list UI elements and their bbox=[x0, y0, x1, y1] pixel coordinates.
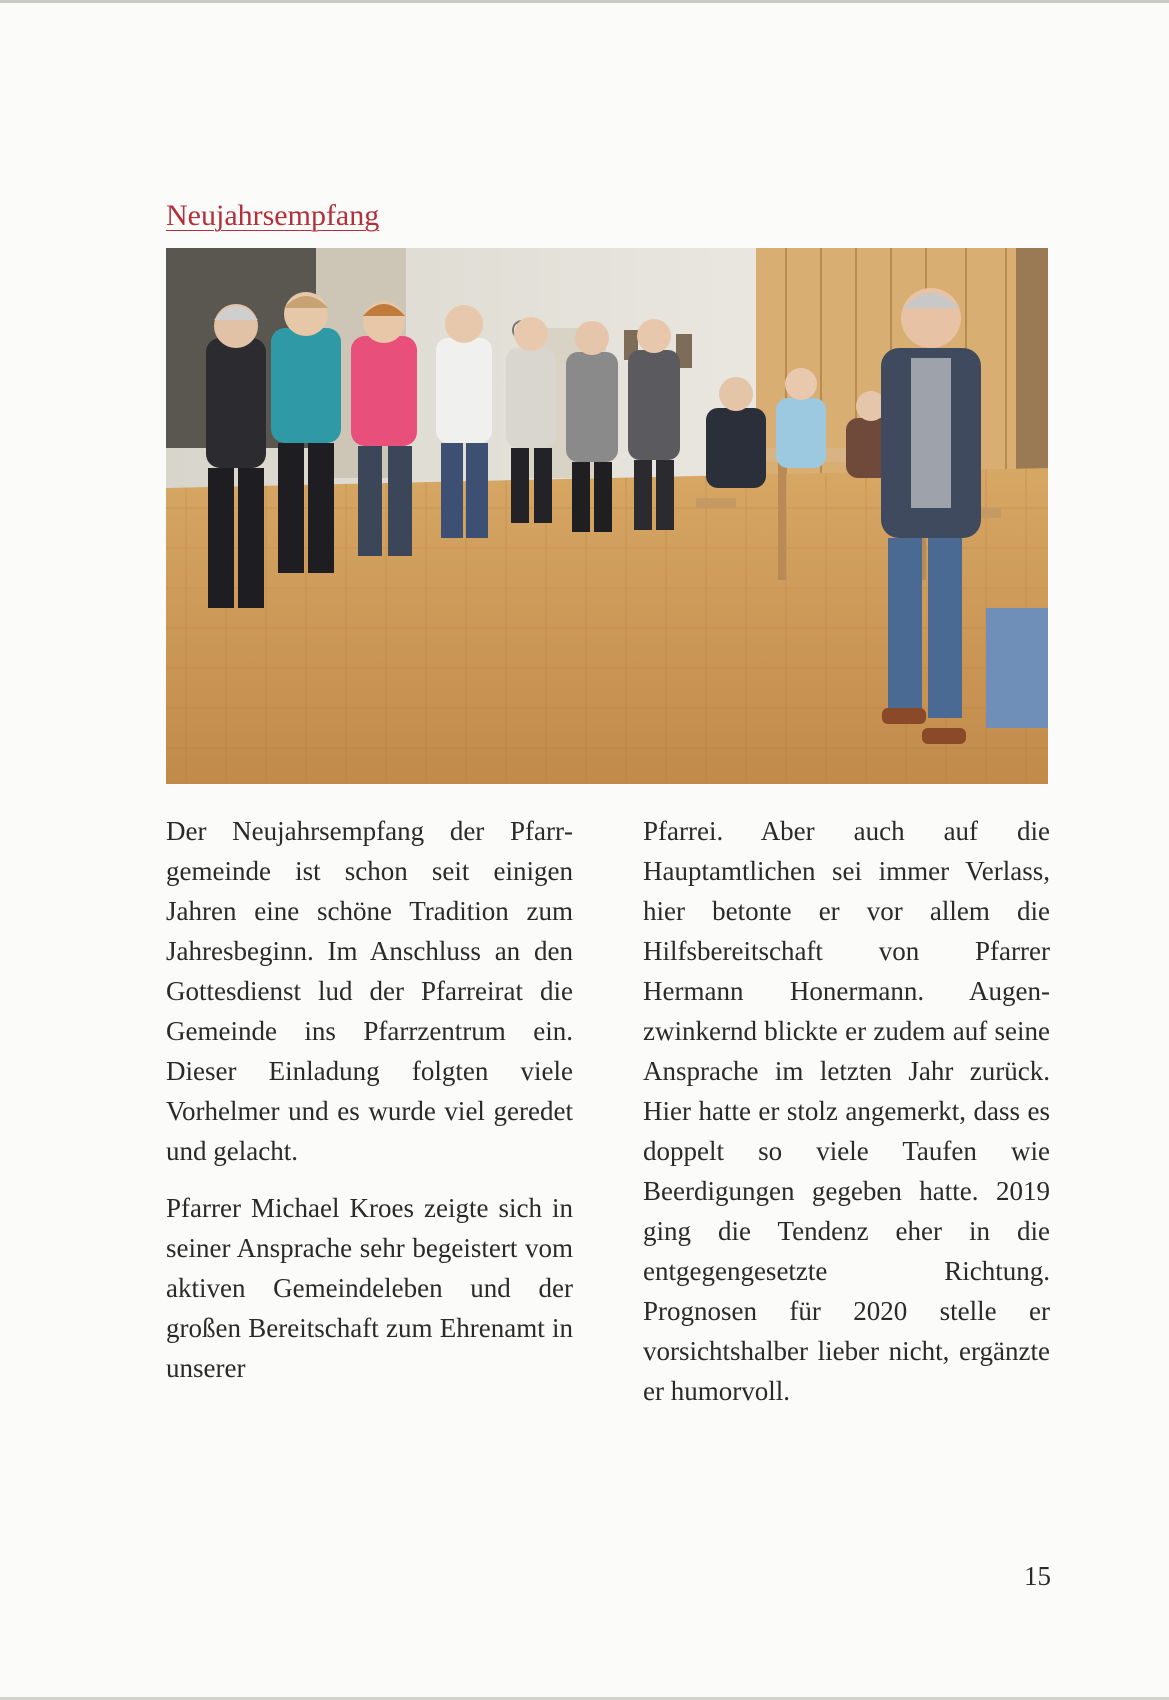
paragraph: Pfarrer Michael Kroes zeigte sich in seiner Ansprache sehr begeistert vom aktiven Gemeindeleben und der großen Bereitschaft zum Ehrenamt in unserer bbox=[166, 1193, 573, 1383]
article-title: Neujahrsempfang bbox=[166, 199, 380, 232]
article-photo bbox=[166, 248, 1048, 784]
paragraph: Pfarrei. Aber auch auf die Hauptamtlichen sei immer Verlass, hier betonte er vor allem die Hilfsbereitschaft von Pfarrer Hermann Honermann. Augenzwinkernd blickte er zudem auf seine Ansprache im letzten Jahr zurück. Hier hatte er stolz angemerkt, dass es doppelt so viele Taufen wie Beerdigungen gegeben hatte. 2019 ging die Tendenz eher in die entgegengesetzte Richtung. Prognosen für 2020 stelle er vorsichtshalber lieber nicht, ergänzte er humorvoll. bbox=[643, 816, 1050, 1406]
text-column-left bbox=[166, 811, 573, 1388]
text-column-right bbox=[643, 811, 1050, 1411]
page-number: 15 bbox=[1024, 1561, 1051, 1591]
top-rule bbox=[0, 0, 1169, 3]
paragraph: Der Neujahrsempfang der Pfarrgemeinde ist schon seit einigen Jahren eine schöne Tradition zum Jahresbeginn. Im Anschluss an den Gottesdienst lud der Pfarreirat die Gemeinde ins Pfarrzentrum ein. Dieser Einladung folgten viele Vorhelmer und es wurde viel geredet und gelacht. bbox=[166, 816, 573, 1166]
